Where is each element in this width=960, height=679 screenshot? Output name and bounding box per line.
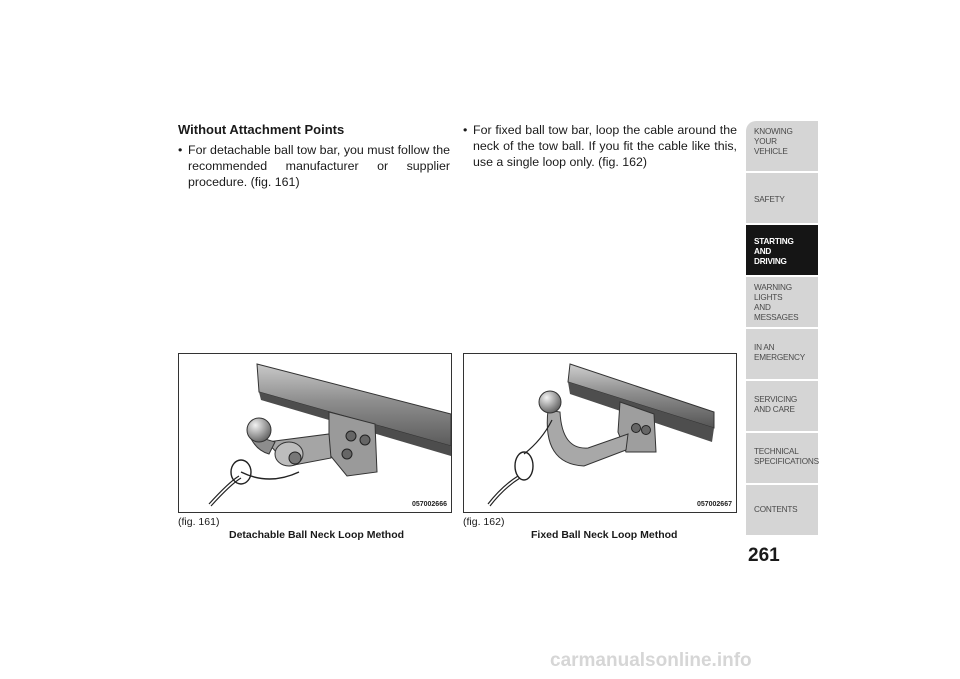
tab-warning-lights-and-messages[interactable]: WARNING LIGHTS AND MESSAGES: [746, 277, 818, 327]
figure-caption: Detachable Ball Neck Loop Method: [229, 529, 405, 541]
tow-bar-illustration-fixed: [464, 354, 736, 512]
paragraph-text: For detachable ball tow bar, you must follow the recommended manufacturer or supplier procedure. (fig. 161): [188, 143, 450, 189]
figure-caption: Fixed Ball Neck Loop Method: [531, 529, 678, 541]
figure-label: (fig. 161): [178, 516, 220, 528]
figure-code: 057002667: [696, 501, 732, 508]
bullet-mark: •: [178, 143, 183, 157]
paragraph-text: For fixed ball tow bar, loop the cable around the neck of the tow ball. If you fit the cable like this, use a single loop only. (fig. 162): [473, 123, 737, 169]
figure-detachable-ball: [178, 353, 452, 513]
tow-bar-illustration-detachable: [179, 354, 451, 512]
watermark: carmanualsonline.info: [550, 650, 752, 671]
tab-technical-specifications[interactable]: TECHNICAL SPECIFICATIONS: [746, 433, 818, 483]
page-number: 261: [748, 545, 780, 566]
tab-in-an-emergency[interactable]: IN AN EMERGENCY: [746, 329, 818, 379]
tab-starting-and-driving[interactable]: STARTING AND DRIVING: [746, 225, 818, 275]
bullet-paragraph-detachable: [178, 142, 450, 190]
tab-knowing-your-vehicle[interactable]: KNOWING YOUR VEHICLE: [746, 121, 818, 171]
tab-safety[interactable]: SAFETY: [746, 173, 818, 223]
figure-fixed-ball: [463, 353, 737, 513]
section-heading: Without Attachment Points: [178, 122, 345, 137]
tab-servicing-and-care[interactable]: SERVICING AND CARE: [746, 381, 818, 431]
figure-label: (fig. 162): [463, 516, 505, 528]
figure-code: 057002666: [411, 501, 447, 508]
tab-contents[interactable]: CONTENTS: [746, 485, 818, 535]
bullet-mark: •: [463, 123, 468, 137]
bullet-paragraph-fixed: [463, 122, 737, 170]
